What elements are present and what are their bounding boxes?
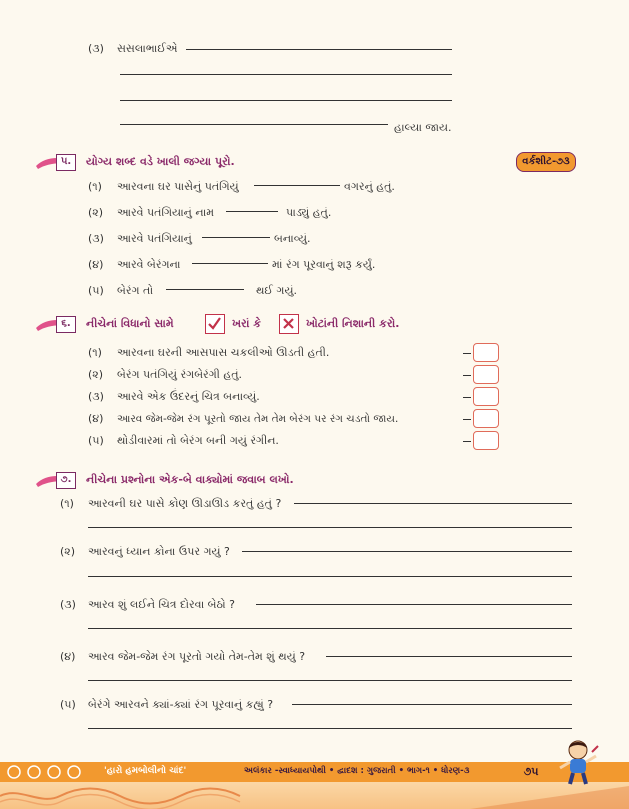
s5-item-before: આરવના ઘર પાસેનું પતંગિયું bbox=[117, 180, 239, 193]
q-number: (૩) bbox=[60, 598, 76, 611]
s6-item-text: આરવના ઘરની આસપાસ ચકલીઓ ઊડતી હતી. bbox=[117, 346, 330, 359]
decorative-waves-icon bbox=[0, 782, 629, 809]
answer-line[interactable] bbox=[88, 527, 572, 528]
answer-line[interactable] bbox=[120, 100, 452, 101]
s6-item-text: આરવે એક ઉંદરનું ચિત્ર બનાવ્યું. bbox=[117, 390, 260, 403]
s5-item-before: આરવે બેરંગના bbox=[117, 258, 181, 271]
check-icon bbox=[205, 314, 225, 334]
fill-blank[interactable] bbox=[166, 289, 244, 290]
s5-item-after: માં રંગ પૂરવાનું શરૂ કર્યું. bbox=[272, 258, 376, 271]
fill-blank[interactable] bbox=[254, 185, 340, 186]
worksheet-badge: વર્કશીટ-૭૩ bbox=[516, 152, 576, 172]
page-number: ૭૫ bbox=[523, 765, 539, 778]
q-text: આરવ શું લઈને ચિત્ર દોરવા બેઠો ? bbox=[88, 598, 236, 611]
answer-line[interactable] bbox=[292, 704, 572, 705]
s6-item-number: (૩) bbox=[88, 390, 104, 403]
s5-item-after: થઈ ગયું. bbox=[256, 284, 297, 297]
section-title: યોગ્ય શબ્દ વડે ખાલી જગ્યા પૂરો. bbox=[86, 155, 235, 168]
fill-blank[interactable] bbox=[202, 237, 270, 238]
child-mascot-icon bbox=[556, 738, 600, 786]
section-number: ૬. bbox=[56, 316, 76, 333]
section-title-mid: ખરાં કે bbox=[232, 317, 262, 330]
fill-blank[interactable] bbox=[192, 263, 268, 264]
true-false-box[interactable] bbox=[473, 409, 499, 428]
section-7-header bbox=[34, 470, 454, 492]
footer-strip bbox=[0, 782, 629, 809]
true-false-box[interactable] bbox=[473, 431, 499, 450]
s5-item-number: (૫) bbox=[88, 284, 104, 297]
s5-item-before: આરવે પતંગિયાનું bbox=[117, 232, 192, 245]
section-6-header bbox=[34, 314, 194, 336]
cross-icon bbox=[279, 314, 299, 334]
s5-item-before: બેરંગ તો bbox=[117, 284, 154, 297]
dash bbox=[463, 353, 471, 354]
s6-item-text: આરવ જેમ-જેમ રંગ પૂરતો જાય તેમ તેમ બેરંગ પર રંગ ચડતો જાય. bbox=[117, 413, 399, 425]
s6-item-number: (૫) bbox=[88, 434, 104, 447]
answer-line[interactable] bbox=[120, 124, 388, 125]
s5-item-number: (૩) bbox=[88, 232, 104, 245]
true-false-box[interactable] bbox=[473, 343, 499, 362]
answer-line[interactable] bbox=[88, 680, 572, 681]
fill-blank[interactable] bbox=[226, 211, 278, 212]
s6-item-number: (૪) bbox=[88, 412, 104, 425]
dash bbox=[463, 375, 471, 376]
q-number: (૫) bbox=[60, 698, 76, 711]
s5-item-number: (૨) bbox=[88, 206, 104, 219]
section-5-header bbox=[34, 152, 334, 174]
section-title: નીચેના પ્રશ્નોના એક-બે વાક્યોમાં જવાબ લખો. bbox=[86, 473, 294, 486]
answer-line[interactable] bbox=[88, 628, 572, 629]
s6-item-text: થોડીવારમાં તો બેરંગ બની ગયું રંગીન. bbox=[117, 434, 279, 447]
s4-item3-end: હાલ્યા જાય. bbox=[394, 121, 452, 134]
q-number: (૨) bbox=[60, 545, 76, 558]
s6-item-number: (૧) bbox=[88, 346, 102, 359]
section-title-start: નીચેનાં વિધાનો સામે bbox=[86, 317, 174, 330]
footer-series: અલંકાર -સ્વાધ્યાયપોથી • દ્વાદશ : ગુજરાતી • ભાગ-૧ • ધોરણ-૩ bbox=[244, 766, 470, 776]
q-number: (૪) bbox=[60, 650, 76, 663]
section-title-end: ખોટાંની નિશાની કરો. bbox=[306, 317, 400, 330]
dash bbox=[463, 419, 471, 420]
q-text: આરવનું ધ્યાન કોના ઉપર ગયું ? bbox=[88, 545, 230, 558]
s5-item-after: વગરનું હતું. bbox=[344, 180, 395, 193]
footer-quote: 'હારો હમબોલીનો ચાંદ' bbox=[104, 766, 187, 776]
dash bbox=[463, 397, 471, 398]
answer-line[interactable] bbox=[120, 74, 452, 75]
section-number: ૭. bbox=[56, 472, 76, 489]
answer-line[interactable] bbox=[294, 503, 572, 504]
section-number: ૫. bbox=[56, 154, 76, 171]
s4-item3-text: સસલાભાઈએ bbox=[117, 42, 178, 55]
answer-line[interactable] bbox=[186, 49, 452, 50]
s5-item-before: આરવે પતંગિયાનું નામ bbox=[117, 206, 215, 219]
answer-line[interactable] bbox=[326, 656, 572, 657]
answer-line[interactable] bbox=[88, 728, 572, 729]
q-text: બેરંગે આરવને ક્યાં-ક્યાં રંગ પૂરવાનું કહ્યું ? bbox=[88, 698, 274, 711]
true-false-box[interactable] bbox=[473, 387, 499, 406]
q-text: આરવની ઘર પાસે કોણ ઊડાઊડ કરતું હતું ? bbox=[88, 497, 282, 510]
true-false-box[interactable] bbox=[473, 365, 499, 384]
s5-item-after: પાડ્યું હતું. bbox=[286, 206, 332, 219]
s4-item3-number: (૩) bbox=[88, 42, 104, 55]
s5-item-after: બનાવ્યું. bbox=[274, 232, 311, 245]
q-text: આરવ જેમ-જેમ રંગ પૂરતો ગયો તેમ-તેમ શું થયું ? bbox=[88, 650, 306, 663]
answer-line[interactable] bbox=[242, 551, 572, 552]
answer-line[interactable] bbox=[256, 604, 572, 605]
s5-item-number: (૪) bbox=[88, 258, 104, 271]
s5-item-number: (૧) bbox=[88, 180, 102, 193]
dash bbox=[463, 441, 471, 442]
answer-line[interactable] bbox=[88, 576, 572, 577]
s6-item-text: બેરંગ પતંગિયું રંગબેરંગી હતું. bbox=[117, 368, 243, 381]
q-number: (૧) bbox=[60, 497, 74, 510]
footer-ornament-icon bbox=[0, 762, 100, 782]
s6-item-number: (૨) bbox=[88, 368, 104, 381]
